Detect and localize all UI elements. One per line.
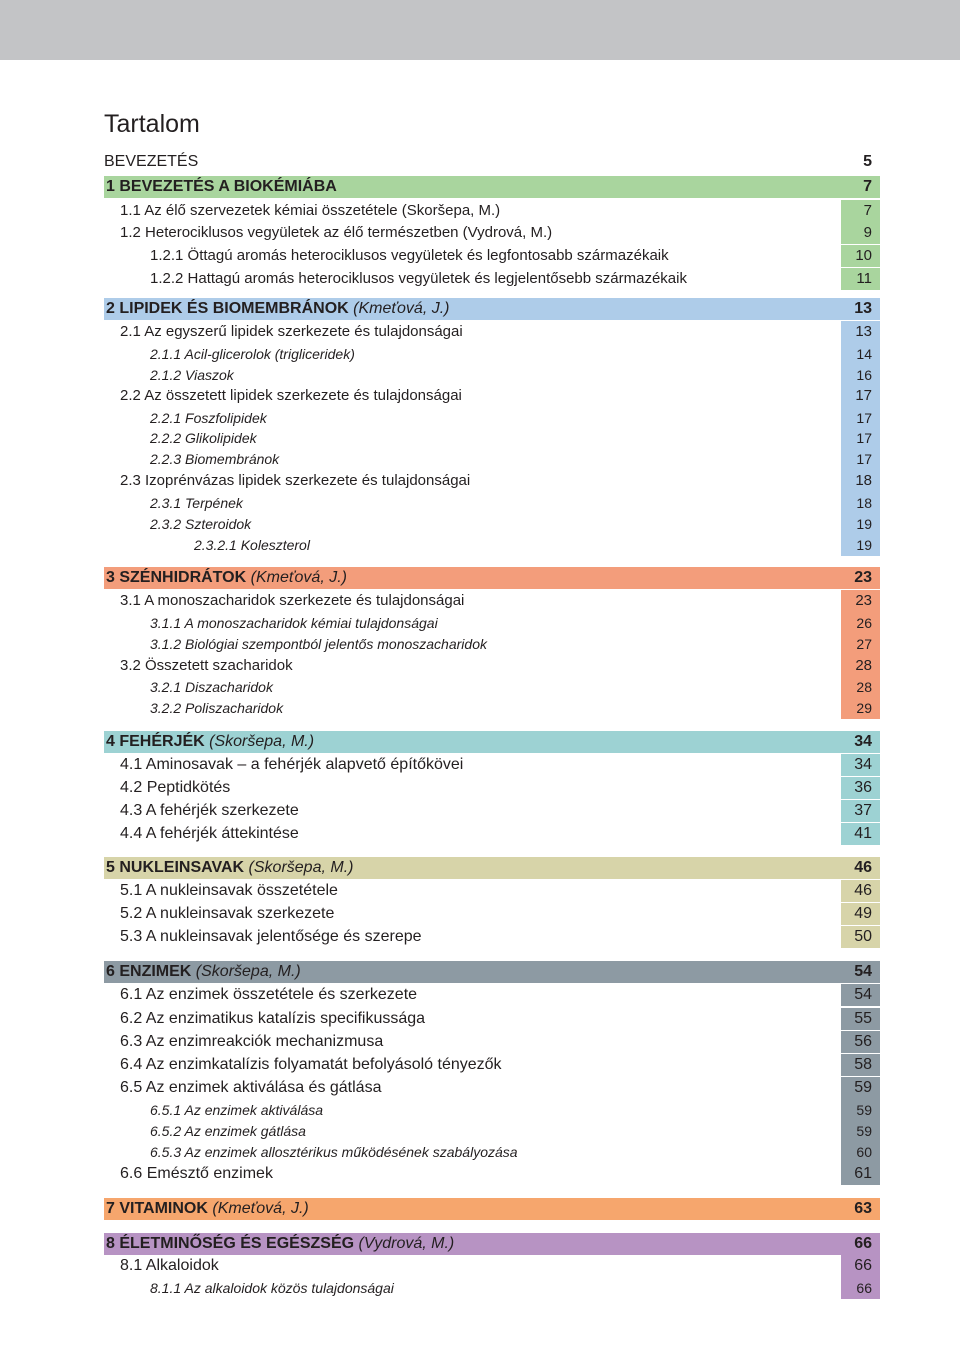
toc-entry-label [150, 1141, 518, 1163]
toc-page-number: 17 [855, 387, 872, 404]
toc-entry-label [120, 754, 463, 776]
toc-entry-row[interactable] [104, 823, 880, 845]
toc-entry-title: 4 FEHÉRJÉK [106, 733, 205, 750]
toc-chapter-row[interactable] [104, 1233, 880, 1255]
toc-entry-label [120, 800, 299, 822]
toc-page-number: 9 [863, 224, 872, 241]
toc-entry-row[interactable] [104, 926, 880, 948]
toc-entry-label [106, 1198, 309, 1220]
toc-entry-label [106, 567, 347, 589]
toc-entry-row[interactable] [104, 245, 880, 267]
toc-entry-row[interactable] [104, 655, 880, 677]
toc-entry-title: 1 BEVEZETÉS A BIOKÉMIÁBA [106, 178, 337, 195]
toc-entry-label [194, 534, 310, 556]
toc-entry-label [120, 590, 464, 612]
toc-entry-row[interactable] [104, 590, 880, 612]
toc-entry-row[interactable] [104, 1031, 880, 1053]
toc-page-number: 18 [856, 495, 872, 511]
toc-entry-title: 5 NUKLEINSAVAK [106, 859, 245, 876]
page-number-color-box [841, 200, 880, 222]
toc-page-number: 16 [856, 367, 872, 383]
toc-entry-row[interactable] [104, 448, 880, 470]
toc-chapter-row[interactable] [104, 961, 880, 983]
toc-entry-label [120, 470, 470, 492]
toc-entry-row[interactable] [104, 1163, 880, 1185]
toc-entry-row[interactable] [104, 754, 880, 776]
toc-page-number: 23 [855, 592, 872, 609]
toc-page-number: 14 [856, 346, 872, 362]
toc-page-number: 7 [863, 202, 872, 219]
toc-entry-row[interactable] [104, 200, 880, 222]
toc-chapter-row[interactable] [104, 298, 880, 320]
toc-entry-label [120, 823, 299, 845]
toc-entry-author: (Skoršepa, M.) [248, 859, 354, 876]
toc-entry-label [150, 676, 273, 698]
toc-page-number: 41 [854, 825, 872, 842]
toc-entry-row[interactable] [104, 1255, 880, 1277]
toc-entry-title: 2.2.2 Glikolipidek [150, 430, 257, 446]
toc-entry-title: 3.2.2 Poliszacharidok [150, 700, 284, 716]
toc-page-number: 46 [854, 882, 872, 899]
toc-chapter-row[interactable] [104, 1198, 880, 1220]
toc-entry-label [150, 1277, 394, 1299]
toc-entry-label [120, 777, 230, 799]
toc-entry-row[interactable] [104, 151, 880, 173]
toc-chapter-row[interactable] [104, 176, 880, 198]
toc-entry-author: (Skoršepa, M.) [209, 733, 315, 750]
toc-page-number: 19 [856, 516, 872, 532]
toc-entry-row[interactable] [104, 222, 880, 244]
toc-entry-title: 5.1 A nukleinsavak összetétele [120, 882, 338, 899]
toc-entry-title: 4.3 A fehérjék szerkezete [120, 802, 299, 819]
toc-entry-label [120, 1054, 502, 1076]
toc-entry-row[interactable] [104, 1077, 880, 1099]
toc-entry-row[interactable] [104, 612, 880, 634]
toc-entry-label [150, 407, 267, 429]
toc-entry-title: 3.1.1 A monoszacharidok kémiai tulajdonságai [150, 615, 438, 631]
toc-entry-title: 4.4 A fehérjék áttekintése [120, 825, 299, 842]
toc-entry-label [120, 1031, 383, 1053]
toc-entry-title: 6.4 Az enzimkatalízis folyamatát befolyásoló tényezők [120, 1056, 502, 1073]
toc-entry-title: 6.1 Az enzimek összetétele és szerkezete [120, 986, 418, 1003]
toc-entry-row[interactable] [104, 1277, 880, 1299]
toc-page-number: 17 [856, 430, 872, 446]
toc-page-number: 28 [856, 679, 872, 695]
toc-entry-title: 6.3 Az enzimreakciók mechanizmusa [120, 1033, 384, 1050]
toc-entry-label [106, 298, 450, 320]
toc-page-number: 28 [855, 657, 872, 674]
toc-entry-title: BEVEZETÉS [104, 153, 199, 170]
toc-entry-title: 6.2 Az enzimatikus katalízis specifikussága [120, 1010, 426, 1027]
toc-entry-row[interactable] [104, 880, 880, 902]
toc-page-number: 7 [863, 178, 872, 195]
toc-entry-title: 1.2 Heterociklusos vegyületek az élő természetben (Vydrová, M.) [120, 224, 553, 241]
toc-page-number: 66 [854, 1257, 872, 1274]
toc-entry-label [106, 961, 301, 983]
toc-entry-title: 4.1 Aminosavak – a fehérjék alapvető építőkövei [120, 756, 464, 773]
toc-entry-title: 3.1 A monoszacharidok szerkezete és tulajdonságai [120, 592, 465, 609]
page-number-color-box [841, 222, 880, 244]
toc-entry-title: 3.2.1 Diszacharidok [150, 679, 273, 695]
toc-entry-label [120, 222, 552, 244]
toc-entry-title: 2.3 Izoprénvázas lipidek szerkezete és tulajdonságai [120, 472, 471, 489]
toc-entry-label [150, 492, 243, 514]
toc-page-number: 18 [855, 472, 872, 489]
toc-entry-title: 5.3 A nukleinsavak jelentősége és szerepe [120, 928, 422, 945]
toc-page-number: 61 [854, 1165, 872, 1182]
toc-page-number: 17 [856, 451, 872, 467]
toc-page-number: 63 [854, 1200, 872, 1217]
toc-entry-label [150, 697, 283, 719]
toc-entry-title: 7 VITAMINOK [106, 1200, 208, 1217]
toc-page-number: 27 [856, 636, 872, 652]
toc-entry-title: 2.1.1 Acil-glicerolok (trigliceridek) [150, 346, 355, 362]
toc-entry-title: 6.5.1 Az enzimek aktiválása [150, 1102, 324, 1118]
toc-page-number: 11 [856, 270, 872, 287]
toc-page-number: 23 [854, 569, 872, 586]
toc-page-number: 13 [854, 300, 872, 317]
toc-entry-title: 6 ENZIMEK [106, 963, 192, 980]
toc-page-number: 66 [856, 1280, 872, 1296]
toc-entry-label [106, 857, 353, 879]
toc-entry-row[interactable] [104, 343, 880, 365]
toc-entry-title: 1.2.2 Hattagú aromás heterociklusos vegyületek és legjelentősebb származékaik [150, 270, 687, 287]
toc-entry-row[interactable] [104, 427, 880, 449]
toc-page-number: 36 [854, 779, 872, 796]
toc-page-number: 59 [854, 1079, 872, 1096]
toc-entry-title: 2.2.1 Foszfolipidek [150, 410, 267, 426]
toc-entry-row[interactable] [104, 1141, 880, 1163]
toc-page-number: 37 [854, 802, 872, 819]
toc-entry-label [150, 1120, 306, 1142]
toc-entry-title: 3.1.2 Biológiai szempontból jelentős monoszacharidok [150, 636, 487, 652]
toc-entry-label [106, 1233, 454, 1255]
toc-entry-label [120, 880, 338, 902]
toc-chapter-row[interactable] [104, 567, 880, 589]
toc-page-number: 55 [854, 1010, 872, 1027]
toc-entry-row[interactable] [104, 321, 880, 343]
toc-page-number: 50 [854, 928, 872, 945]
page-title: Tartalom [104, 110, 200, 138]
toc-entry-row[interactable] [104, 1099, 880, 1121]
toc-entry-row[interactable] [104, 800, 880, 822]
toc-entry-row[interactable] [104, 492, 880, 514]
toc-page-number: 34 [854, 733, 872, 750]
toc-entry-row[interactable] [104, 364, 880, 386]
toc-page-number: 46 [854, 859, 872, 876]
toc-entry-title: 2.3.2 Szteroidok [150, 516, 252, 532]
toc-entry-label [106, 176, 337, 198]
toc-entry-row[interactable] [104, 984, 880, 1006]
toc-entry-title: 6.6 Emésztő enzimek [120, 1165, 273, 1182]
toc-entry-label [150, 448, 279, 470]
toc-entry-row[interactable] [104, 268, 880, 290]
toc-entry-row[interactable] [104, 777, 880, 799]
top-gray-bar [0, 0, 960, 60]
toc-page-number: 66 [854, 1235, 872, 1252]
toc-entry-label [150, 364, 234, 386]
toc-entry-row[interactable] [104, 1120, 880, 1142]
toc-entry-title: 2.2.3 Biomembránok [150, 451, 280, 467]
toc-entry-title: 5.2 A nukleinsavak szerkezete [120, 905, 335, 922]
toc-entry-row[interactable] [104, 1008, 880, 1030]
toc-entry-title: 1.2.1 Öttagú aromás heterociklusos vegyületek és legfontosabb származékaik [150, 247, 669, 264]
toc-entry-title: 2 LIPIDEK ÉS BIOMEMBRÁNOK [106, 300, 349, 317]
toc-entry-label [150, 1099, 323, 1121]
toc-entry-title: 8.1.1 Az alkaloidok közös tulajdonságai [150, 1280, 394, 1296]
toc-entry-row[interactable] [104, 633, 880, 655]
toc-entry-label [150, 612, 438, 634]
toc-page-number: 59 [856, 1123, 872, 1139]
toc-entry-label [150, 245, 669, 267]
toc-page-number: 59 [856, 1102, 872, 1118]
toc-entry-label [120, 926, 422, 948]
toc-entry-author: (Kmeťová, J.) [353, 300, 450, 317]
toc-page-number: 60 [856, 1144, 872, 1160]
toc-entry-title: 2.1 Az egyszerű lipidek szerkezete és tulajdonságai [120, 323, 463, 340]
toc-page-number: 58 [854, 1056, 872, 1073]
toc-entry-label [120, 1255, 219, 1277]
toc-entry-row[interactable] [104, 513, 880, 535]
toc-entry-label [150, 427, 257, 449]
toc-entry-label [120, 1163, 273, 1185]
toc-entry-row[interactable] [104, 697, 880, 719]
toc-entry-title: 2.3.1 Terpének [150, 495, 243, 511]
toc-page-number: 54 [854, 986, 872, 1003]
toc-page-number: 34 [854, 756, 872, 773]
toc-entry-title: 8 ÉLETMINŐSÉG ÉS EGÉSZSÉG [106, 1235, 355, 1252]
toc-page-number: 17 [856, 410, 872, 426]
toc-entry-label [150, 513, 251, 535]
toc-entry-row[interactable] [104, 903, 880, 925]
toc-entry-title: 6.5 Az enzimek aktiválása és gátlása [120, 1079, 382, 1096]
toc-entry-label [120, 984, 417, 1006]
toc-entry-author: (Kmeťová, J.) [212, 1200, 309, 1217]
toc-entry-label [120, 1008, 425, 1030]
toc-entry-title: 2.3.2.1 Koleszterol [194, 537, 310, 553]
toc-entry-author: (Vydrová, M.) [358, 1235, 455, 1252]
toc-entry-label [120, 655, 293, 677]
toc-entry-row[interactable] [104, 676, 880, 698]
toc-page-number: 19 [856, 537, 872, 553]
toc-entry-title: 4.2 Peptidkötés [120, 779, 231, 796]
toc-entry-title: 2.2 Az összetett lipidek szerkezete és tulajdonságai [120, 387, 462, 404]
toc-entry-label [150, 343, 355, 365]
toc-entry-label [120, 385, 462, 407]
toc-entry-label [106, 731, 314, 753]
toc-entry-row[interactable] [104, 1054, 880, 1076]
toc-entry-label [150, 633, 487, 655]
toc-entry-title: 2.1.2 Viaszok [150, 367, 234, 383]
toc-entry-label [120, 200, 500, 222]
toc-entry-title: 3.2 Összetett szacharidok [120, 657, 293, 674]
toc-entry-row[interactable] [104, 407, 880, 429]
toc-entry-row[interactable] [104, 470, 880, 492]
toc-page-number: 56 [854, 1033, 872, 1050]
toc-page-number: 49 [854, 905, 872, 922]
toc-entry-author: (Kmeťová, J.) [250, 569, 347, 586]
toc-entry-label [150, 268, 687, 290]
toc-entry-label [120, 903, 334, 925]
toc-page-number: 29 [856, 700, 872, 716]
toc-page-number: 5 [863, 153, 872, 170]
toc-entry-label [104, 151, 198, 173]
toc-entry-row[interactable] [104, 385, 880, 407]
toc-entry-title: 6.5.3 Az enzimek allosztérikus működésének szabályozása [150, 1144, 518, 1160]
toc-entry-title: 6.5.2 Az enzimek gátlása [150, 1123, 306, 1139]
toc-chapter-row[interactable] [104, 857, 880, 879]
toc-page-number: 13 [855, 323, 872, 340]
toc-entry-author: (Skoršepa, M.) [195, 963, 301, 980]
toc-entry-title: 1.1 Az élő szervezetek kémiai összetétele (Skoršepa, M.) [120, 202, 501, 219]
toc-entry-title: 3 SZÉNHIDRÁTOK [106, 569, 247, 586]
toc-entry-title: 8.1 Alkaloidok [120, 1257, 219, 1274]
toc-page-number: 10 [855, 247, 872, 264]
toc-page-number: 54 [854, 963, 872, 980]
toc-chapter-row[interactable] [104, 731, 880, 753]
toc-page-number: 26 [856, 615, 872, 631]
toc-entry-row[interactable] [104, 534, 880, 556]
toc-entry-label [120, 321, 463, 343]
toc-entry-label [120, 1077, 381, 1099]
